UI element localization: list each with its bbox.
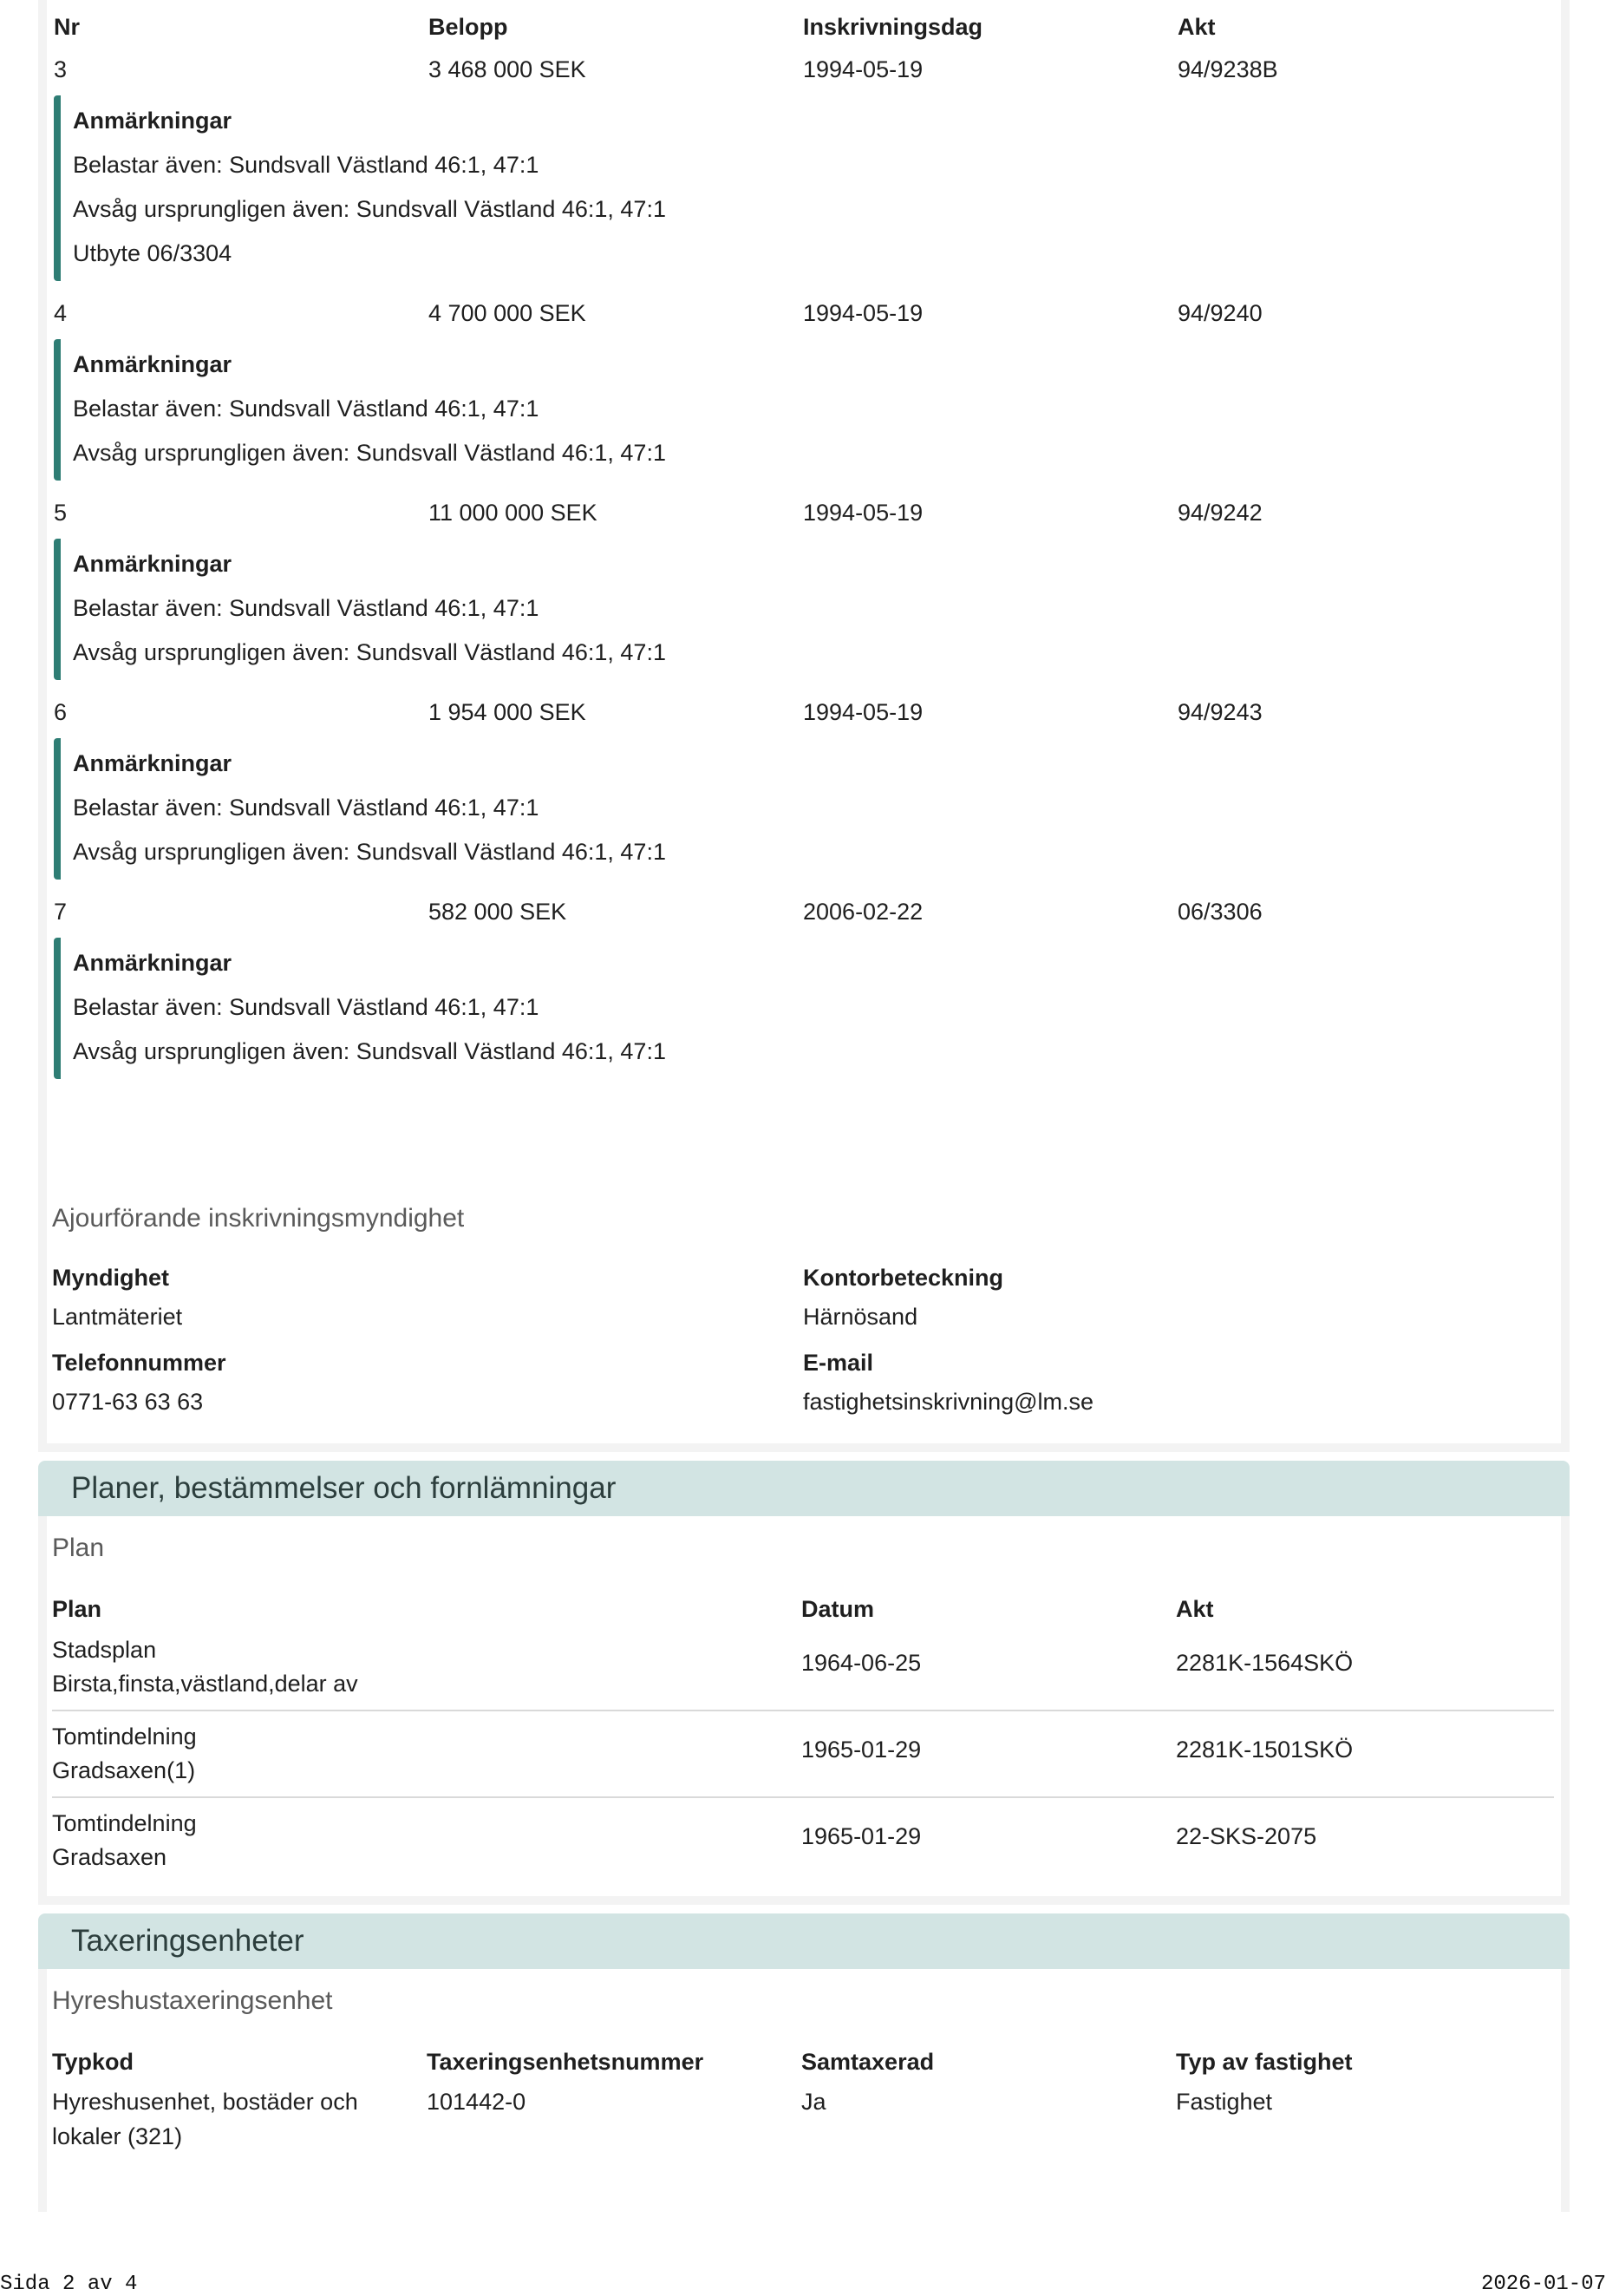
kontor-label: Kontorbeteckning [803,1265,1004,1291]
plan-datum: 1965-01-29 [801,1823,922,1849]
tax-typ: Fastighet [1176,2089,1273,2115]
print-date: 2026-01-07 [1480,2273,1606,2296]
remarks-heading: Anmärkningar [73,950,232,976]
remarks-box [54,738,1554,880]
mortgage-dag: 1994-05-19 [803,300,924,326]
remarks-box [54,539,1554,680]
telefon-label: Telefonnummer [52,1350,226,1376]
mortgage-dag: 1994-05-19 [803,56,924,82]
tax-row [52,2076,1554,2154]
mortgage-card [38,0,1570,1187]
myndighet-value: Lantmäteriet [52,1304,183,1330]
header-belopp: Belopp [428,14,508,40]
remark-line: Avsåg ursprungligen även: Sundsvall Västland 46:1, 47:1 [73,639,666,665]
plan-name: Gradsaxen(1) [52,1757,196,1783]
mortgage-nr: 7 [54,899,68,925]
remarks-heading: Anmärkningar [73,351,232,377]
remark-line: Belastar även: Sundsvall Västland 46:1, 47:1 [73,152,539,178]
mortgage-nr: 6 [54,699,68,725]
plan-akt: 22-SKS-2075 [1176,1823,1317,1849]
mortgage-dag: 1994-05-19 [803,699,924,725]
tax-samtaxerad: Ja [801,2089,826,2115]
tax-nummer: 101442-0 [427,2089,526,2115]
remarks-box [54,938,1554,1079]
remark-line: Avsåg ursprungligen även: Sundsvall Västland 46:1, 47:1 [73,1038,666,1064]
remarks-heading: Anmärkningar [73,750,232,776]
email-value[interactable]: fastighetsinskrivning@lm.se [803,1389,1094,1415]
authority-card [38,1187,1570,1452]
header-taxeringsenhetsnummer: Taxeringsenhetsnummer [427,2049,704,2075]
mortgage-nr: 3 [54,56,68,82]
mortgage-nr: 5 [54,500,68,526]
authority-subtitle: Ajourförande inskrivningsmyndighet [52,1204,465,1233]
remarks-box [54,339,1554,481]
plan-akt: 2281K-1564SKÖ [1176,1650,1354,1676]
mortgage-belopp: 3 468 000 SEK [428,56,586,82]
header-inskrivningsdag: Inskrivningsdag [803,14,983,40]
mortgage-akt: 94/9242 [1178,500,1263,526]
table-row [52,1711,1554,1798]
plan-akt: 2281K-1501SKÖ [1176,1737,1354,1763]
mortgage-belopp: 4 700 000 SEK [428,300,586,326]
mortgage-belopp: 582 000 SEK [428,899,567,925]
remarks-box [54,95,1554,281]
table-row [52,1798,1554,1883]
page-number: Sida 2 av 4 [0,2273,138,2296]
mortgage-row [54,293,1554,481]
mortgage-row [54,892,1554,1079]
header-nr: Nr [54,14,81,40]
plan-name: Gradsaxen [52,1844,167,1870]
mortgage-akt: 94/9243 [1178,699,1263,725]
remarks-heading: Anmärkningar [73,551,232,577]
plans-section [38,1461,1570,1905]
mortgage-akt: 94/9240 [1178,300,1263,326]
tax-card [38,1969,1570,2212]
plan-type: Tomtindelning [52,1810,197,1836]
plans-header-row [52,1563,1554,1623]
telefon-value: 0771-63 63 63 [52,1389,204,1415]
mortgage-nr: 4 [54,300,68,326]
tax-subtitle: Hyreshustaxeringsenhet [52,1986,333,2015]
remark-line: Belastar även: Sundsvall Västland 46:1, 47:1 [73,994,539,1020]
remark-line: Belastar även: Sundsvall Västland 46:1, 47:1 [73,396,539,422]
mortgage-dag: 1994-05-19 [803,500,924,526]
plans-card [38,1516,1570,1905]
mortgage-row [54,692,1554,880]
mortgage-belopp: 11 000 000 SEK [428,500,597,526]
header-akt: Akt [1178,14,1216,40]
plans-table [52,1623,1554,1883]
myndighet-label: Myndighet [52,1265,169,1291]
plans-subtitle: Plan [52,1534,105,1562]
header-plan-akt: Akt [1176,1596,1214,1622]
tax-section-title: Taxeringsenheter [38,1913,1570,1969]
remarks-heading: Anmärkningar [73,108,232,134]
mortgage-dag: 2006-02-22 [803,899,924,925]
tax-typkod-line: Hyreshusenhet, bostäder och [52,2089,358,2115]
remark-line: Avsåg ursprungligen även: Sundsvall Västland 46:1, 47:1 [73,196,666,222]
page [38,0,1570,2212]
plan-name: Birsta,finsta,västland,delar av [52,1671,358,1697]
kontor-value: Härnösand [803,1304,918,1330]
remark-line: Avsåg ursprungligen även: Sundsvall Västland 46:1, 47:1 [73,839,666,865]
plan-datum: 1965-01-29 [801,1737,922,1763]
plans-section-title: Planer, bestämmelser och fornlämningar [38,1461,1570,1516]
remark-line: Utbyte 06/3304 [73,240,232,266]
header-plan: Plan [52,1596,102,1622]
tax-section [38,1913,1570,2212]
table-row [52,1625,1554,1711]
header-datum: Datum [801,1596,875,1622]
remark-line: Belastar även: Sundsvall Västland 46:1, 47:1 [73,595,539,621]
mortgage-belopp: 1 954 000 SEK [428,699,586,725]
plan-type: Tomtindelning [52,1724,197,1750]
mortgage-header-row [54,0,1554,41]
header-typ-av-fastighet: Typ av fastighet [1176,2049,1353,2075]
plan-datum: 1964-06-25 [801,1650,922,1676]
email-label: E-mail [803,1350,874,1376]
plan-type: Stadsplan [52,1637,157,1663]
remark-line: Belastar även: Sundsvall Västland 46:1, 47:1 [73,795,539,821]
mortgage-row [54,493,1554,680]
tax-typkod-line: lokaler (321) [52,2123,183,2149]
tax-header-row [52,2016,1554,2076]
header-typkod: Typkod [52,2049,134,2075]
mortgage-row [54,41,1554,281]
remark-line: Avsåg ursprungligen även: Sundsvall Västland 46:1, 47:1 [73,440,666,466]
mortgage-akt: 94/9238B [1178,56,1278,82]
header-samtaxerad: Samtaxerad [801,2049,935,2075]
mortgage-akt: 06/3306 [1178,899,1263,925]
